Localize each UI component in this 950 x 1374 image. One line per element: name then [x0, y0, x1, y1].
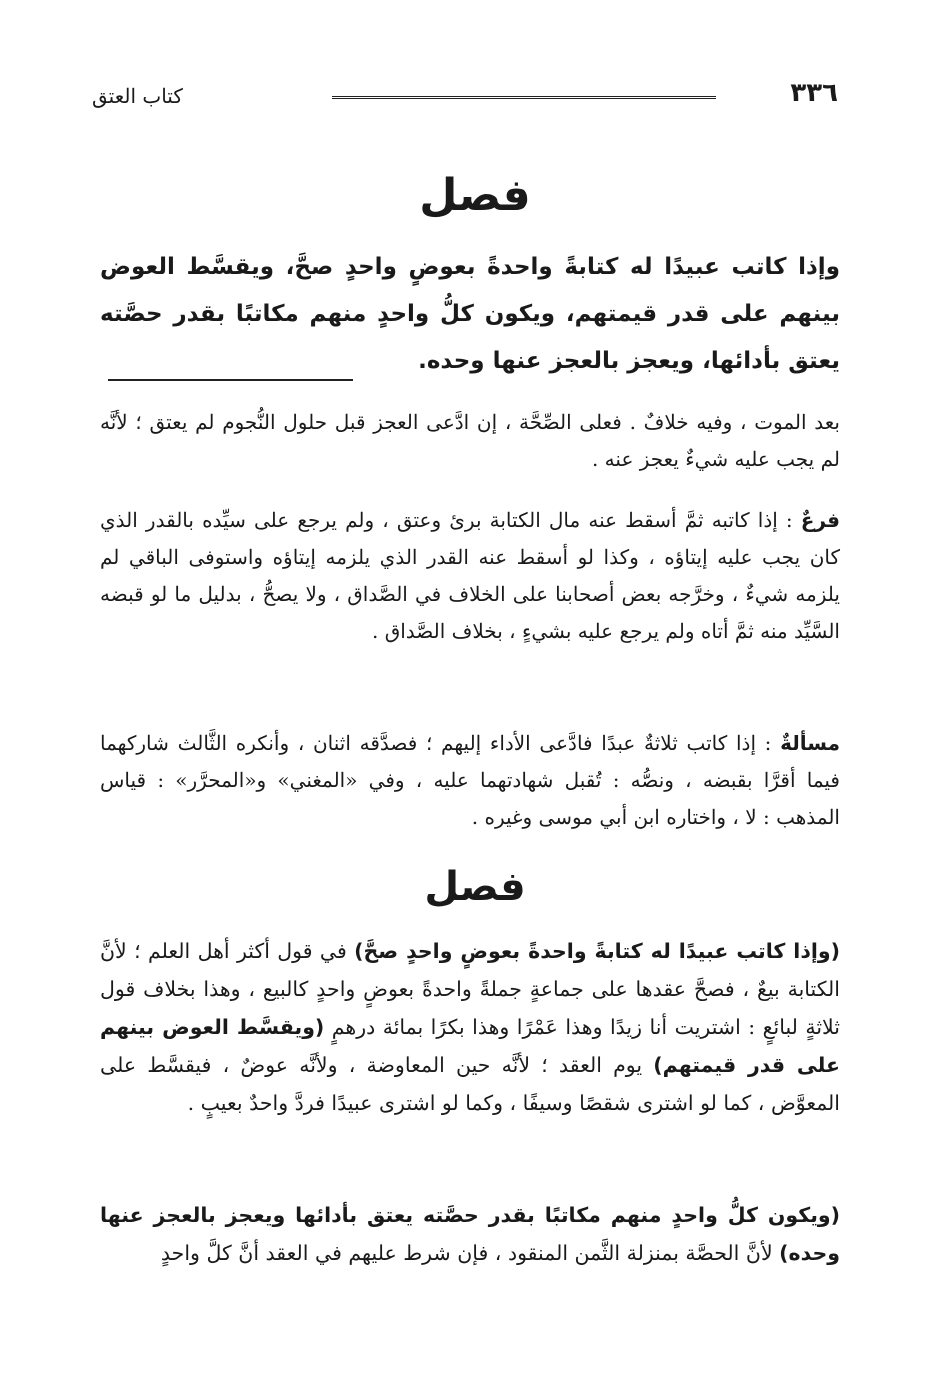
- quoted-matn-3: (ويكون كلُّ واحدٍ منهم مكاتبًا بقدر حصَّته يعتق بأدائها ويعجز بالعجز عنها وحده): [100, 1203, 840, 1265]
- commentary-paragraph-1: بعد الموت ، وفيه خلافٌ . فعلى الصِّحَّة ، إن ادَّعى العجز قبل حلول النُّجوم لم يعتق ؛ لأنَّه لم يجب عليه شيءٌ يعجز عنه .: [100, 410, 840, 471]
- section-heading-1: فصل: [419, 170, 531, 221]
- commentary-paragraph-3: [100, 725, 840, 836]
- book-title: كتاب العتق: [92, 84, 183, 108]
- commentary-paragraph-2: [100, 502, 840, 650]
- matn-paragraph: وإذا كاتب عبيدًا له كتابةً واحدةً بعوضٍ واحدٍ صحَّ، ويقسَّط العوض بينهم على قدر قيمتهم، ويكون كلُّ واحدٍ منهم مكاتبًا بقدر حصَّته يعتق بأدائها، ويعجز بالعجز عنها وحده.: [100, 254, 840, 374]
- sharh-paragraph-2: [100, 1196, 840, 1272]
- sharh-text-2: يوم العقد ؛ لأنَّه حين المعاوضة ، ولأنَّه عوضٌ ، فيقسَّط على المعوَّض ، كما لو اشترى شقصًا وسيفًا ، وكما لو اشترى عبيدًا فردَّ واحدٌ بعيبٍ .: [100, 1053, 840, 1115]
- matn-divider: [108, 379, 353, 381]
- quoted-matn-2: (ويقسَّط العوض بينهم على قدر قيمتهم): [100, 1015, 840, 1077]
- running-header: [92, 78, 858, 118]
- masala-label: مسألةٌ: [780, 731, 840, 755]
- sharh-text-3: لأنَّ الحصَّة بمنزلة الثَّمن المنقود ، فإن شرط عليهم في العقد أنَّ كلَّ واحدٍ: [160, 1241, 780, 1265]
- page-number: ٣٣٦: [790, 78, 838, 108]
- sharh-text-1: في قول أكثر أهل العلم ؛ لأنَّ الكتابة بيعٌ ، فصحَّ عقدها على جماعةٍ جملةً واحدةً بعوضٍ واحدٍ كالبيع ، وهذا بخلاف قول ثلاثةٍ لبائعٍ : اشتريت أنا زيدًا وهذا عَمْرًا وهذا بكرًا بمائة درهمٍ: [100, 939, 840, 1039]
- quoted-matn-1: (وإذا كاتب عبيدًا له كتابةً واحدةً بعوضٍ واحدٍ صحَّ): [354, 939, 840, 963]
- far-label: فرعٌ: [800, 508, 840, 532]
- sharh-paragraph-1: [100, 932, 840, 1122]
- masala-text: : إذا كاتب ثلاثةٌ عبدًا فادَّعى الأداء إليهم ؛ فصدَّقه اثنان ، وأنكره الثَّالث شاركهما فيما أقرَّا بقبضه ، ونصُّه : تُقبل شهادتهما عليه ، وفي «المغني» و«المحرَّر» : قياس المذهب : لا ، واختاره ابن أبي موسى وغيره .: [100, 731, 840, 829]
- header-rule: [332, 96, 716, 99]
- far-text: : إذا كاتبه ثمَّ أسقط عنه مال الكتابة برئ وعتق ، ولم يرجع على سيِّده بالقدر الذي كان يجب عليه إيتاؤه ، وكذا لو أسقط عنه القدر الذي يلزمه إيتاؤه واستوفى الباقي لم يلزمه شيءٌ ، وخرَّجه بعض أصحابنا على الخلاف في الصَّداق ، ولا يصحُّ ، بدليل ما لو قبضه السَّيِّد منه ثمَّ أتاه ولم يرجع عليه بشيءٍ ، بخلاف الصَّداق .: [100, 508, 840, 643]
- section-heading-2: فصل: [424, 864, 526, 910]
